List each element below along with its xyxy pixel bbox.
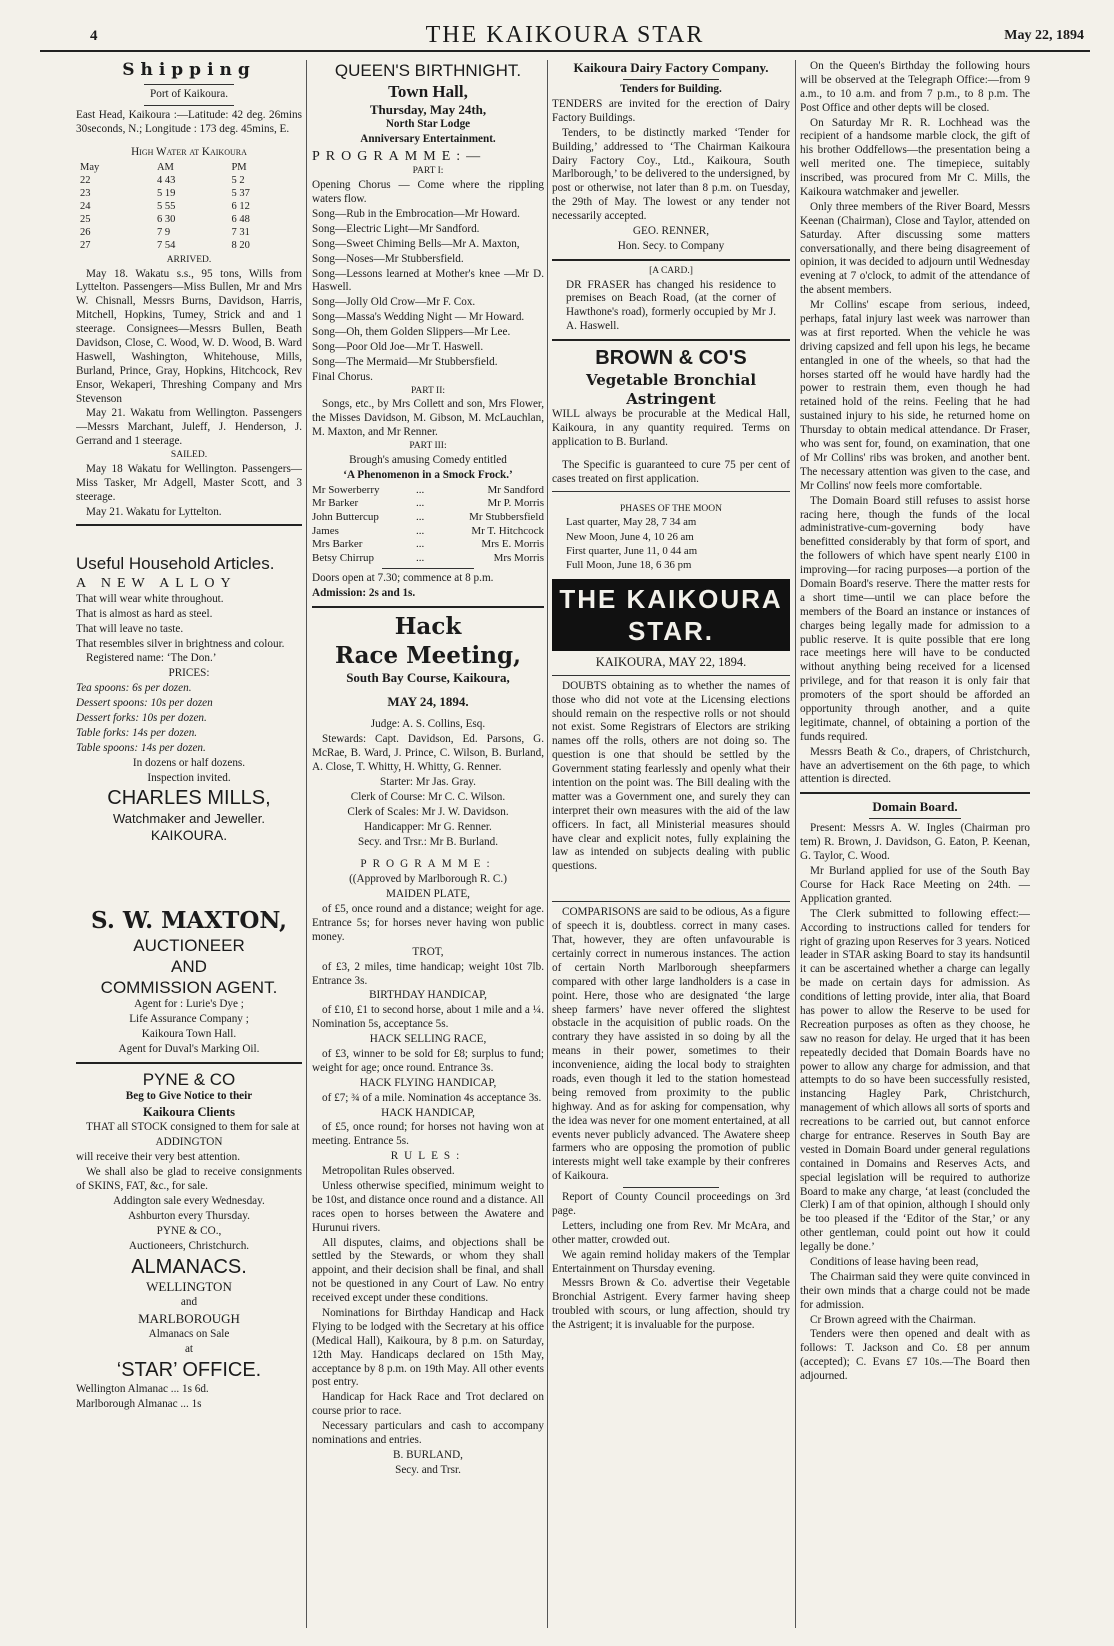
race-course: South Bay Course, Kaikoura,: [346, 670, 510, 686]
almanacs-heading: ALMANACS.: [131, 1255, 247, 1278]
domain-list: [800, 822, 1030, 1384]
advertiser-trade: Watchmaker and Jeweller.: [113, 811, 265, 827]
race-rule: Handicap for Hack Race and Trot declared on course prior to race.: [312, 1391, 544, 1418]
domain-paragraph: Tenders were then opened and dealt with as follows: T. Jackson and Co. £8 per annum (accepted); C. Evans £7 10s.—The Board then adjourned.: [800, 1328, 1030, 1383]
birthnight-heading: QUEEN'S BIRTHNIGHT.: [334, 61, 522, 80]
arrival-entry: May 18. Wakatu s.s., 95 tons, Wills from Lyttelton. Passengers—Miss Bullen, Mr and Mrs W. Chisnall, Messrs Burns, Davidson, Harris, Mitchell, Hopkins, Tumey, Strick and and 1 steerage. Consignees—Messrs Bullen, Beath Davidson, Close, C. Wood, W. D. Wood, B. Ward Haswell, Washington, Whitehouse, Mills, Burland, Prince, Gray, Hopkins, Hitchcock, Rev Ensor, Wekaperi, Threshing Company and Mrs Stevenson: [76, 267, 302, 405]
dairy-heading: Kaikoura Dairy Factory Company.: [573, 60, 769, 75]
part-heading: PART I:: [412, 166, 444, 177]
cast-row: [312, 538, 544, 552]
tide-row: [76, 187, 302, 200]
programme-item: Song—Massa's Wedding Night — Mr Howard.: [312, 311, 525, 324]
newspaper-title: THE KAIKOURA STAR: [425, 22, 705, 48]
programme-item: Song—Rub in the Embrocation—Mr Howard.: [312, 207, 520, 220]
race-date: MAY 24, 1894.: [387, 694, 469, 710]
race-event-name: HACK FLYING HANDICAP,: [359, 1076, 497, 1089]
lodge-line: North Star Lodge: [385, 118, 471, 131]
domain-paragraph: Present: Messrs A. W. Ingles (Chairman pro tem) R. Brown, J. Davidson, G. Eaton, P. Keenan, G. Taylor, C. Wood.: [800, 822, 1030, 863]
cast-row: [312, 525, 544, 539]
race-event-name: TROT,: [412, 945, 444, 958]
race-event-text: of £7; ¾ of a mile. Nomination 4s acceptance 3s.: [322, 1091, 542, 1104]
comedy-line: Brough's amusing Comedy entitled: [349, 453, 507, 466]
tide-header: AM: [156, 161, 174, 173]
tide-row: [76, 213, 302, 226]
cast-role: John Buttercup: [312, 510, 379, 523]
news-paragraph: The Domain Board still refuses to assist horse racing here, though the funds of the local administrative-cum-governing body have benefitted considerably by that form of sport, and the followers of which have spent nearly £100 in improving—for racing purposes—a portion of the Domain Board's reserve. There the matter rests for a short time—until we can place before the members of the Board an instance or instances of charges being legally made for admission to a public reserve. It is quite possible that ere long race meetings here will have to be conducted without anything being received for a licensed privilege, and for that reason it is only fair that promoters of the sport should be afforded an opportunity through another, and a quite legitimate, channel, of obtaining a portion of the funds required.: [800, 494, 1030, 743]
moon-phase: Full Moon, June 18, 6 36 pm: [566, 559, 692, 572]
maxton-line: AND: [171, 957, 207, 977]
arrival-entry: May 21. Wakatu from Wellington. Passengers—Messrs Marchant, Juleff, J. Henderson, J. Gerrand and 1 steerage.: [76, 407, 302, 448]
tide-row: [76, 226, 302, 239]
tide-cell: 24: [80, 200, 91, 212]
news-paragraph: On Saturday Mr R. R. Lochhead was the recipient of a handsome marble clock, the gift of his brother Oddfellows—the presentation being a well merited one. The timepiece, suitably inscribed, was procured from Mr C. Mills, the Kaikoura watchmaker and jeweller.: [800, 116, 1030, 199]
port-heading: Port of Kaikoura.: [150, 88, 228, 101]
race-official: Handicapper: Mr G. Renner.: [364, 820, 492, 833]
maxton-name: S. W. MAXTON,: [91, 906, 287, 934]
comedy-title: ‘A Phenomenon in a Smock Frock.’: [343, 468, 513, 481]
domain-paragraph: The Clerk submitted to following effect:—According to instructions called for tenders for right of grazing upon Reserves for 3 years. Noticed leader in STAR asking Board to stay its handsuntil it can be ascertained whether a charge can legally be made on certain days for admission. As conditions of letting provide, inter alia, that Board has power to allow the Reserve to be used for Recreation purposes as often as they choose, he saw no reason for delay. He urged that it has been repeatedly decided that Domain Boards have no power to allow any charge for admission, and that attempts to do so have been successfully resisted, instancing Hagley Park, Christchurch, management of which allows all sorts of sports and recreations to be carried out, but cannot enforce charge for entrance. Reserves in South Bay are vested in Domain Board under general regulations contained in Domains and Reserves Acts, and special legislation will be required to authorize Board to make any charge, ‘at least (concluded the Clerk) I am of that opinion, although I should only be too pleased if the ‘Editor of the Star,’ or any other gentleman, could point out how it could legally be done.’: [800, 907, 1030, 1254]
race-rule: Unless otherwise specified, minimum weight to be 10st, and distance once round and a distance. All races open to horses between the Awatere and Hurunui rivers.: [312, 1180, 544, 1234]
programme-item: Opening Chorus — Come where the rippling waters flow.: [312, 179, 544, 206]
editorial-paragraph: COMPARISONS are said to be odious, As a figure of speech it is, doubtless. correct in many cases. That, however, they are often unfavourable is certainly correct in numerous instances. The action of certain North Marlborough sheepfarmers compared with other large landholders is a case in point. Here, those who are designated ‘the large sheep farmers’ have never offered the slightest obstacle in the acquisition of public roads. On the contrary they have assisted in so doing by all the means in their power, sometimes to their inconvenience, aiding the local body to straighten roads, even though it led to the station homestead being removed from proximity to the public highway. And as for asking for compensation, why the idea was never for one moment entertained, at all events never publicly advanced. The Awatere sheep farmers who are opposing the promotion of public interests might well take example by their confreres of Kaikoura.: [552, 906, 790, 1183]
tide-cell: 5 55: [156, 200, 176, 212]
tide-header: May: [80, 161, 100, 173]
cast-role: Mr Sowerberry: [312, 483, 380, 496]
tide-cell: 5 19: [156, 187, 176, 199]
pyne-body: will receive their very best attention.: [76, 1151, 241, 1164]
domain-paragraph: The Chairman said they were quite convinced in their own minds that a charge could not be made for admission.: [800, 1270, 1030, 1311]
dairy-body: Tenders, to be distinctly marked ‘Tender for Building,’ addressed to ‘The Chairman Kaikoura Dairy Factory Coy., Ltd., Kaikoura, South Marlborough,’ to be delivered to the undersigned, by post or otherwise, not later than 8 p.m. on Tuesday, the 29th of May. The lowest or any tender not necessarily accepted.: [552, 126, 790, 223]
inspection-note: Inspection invited.: [147, 771, 231, 784]
race-rule: All disputes, claims, and objections shall be settled by the Stewards, or whom they shall appoint, and their decision shall be final, and shall not be questioned in any Court of Law. No entry received except under these conditions.: [312, 1236, 544, 1305]
editorial-note: Report of County Council proceedings on 3rd page.: [552, 1191, 790, 1217]
tide-title: High Water at Kaikoura: [131, 145, 247, 158]
cast-dots: ...: [415, 551, 425, 564]
sailing-entry: May 21. Wakatu for Lyttelton.: [86, 505, 222, 518]
race-rule: Necessary particulars and cash to accompany nominations and entries.: [312, 1420, 544, 1447]
town-hall: Town Hall,: [388, 82, 468, 102]
tide-cell: 5 37: [231, 187, 250, 199]
race-approved: ((Approved by Marlborough R. C.): [349, 873, 507, 886]
almanac-price: Marlborough Almanac ... 1s: [76, 1397, 202, 1410]
advertiser-name: CHARLES MILLS,: [107, 787, 271, 810]
cast-role: Betsy Chirrup: [312, 551, 375, 564]
programme-item: Song—Sweet Chiming Bells—Mr A. Maxton,: [312, 237, 520, 250]
news-paragraph: Only three members of the River Board, Messrs Keenan (Chairman), Close and Taylor, attended on Saturday. After discussing some matters conversationally, and there being disagreement of opinion, it was decided to adjourn until Wednesday evening at 7 o'clock, to admit of the attendance of the absent members.: [800, 200, 1030, 297]
shipping-heading: Shipping: [122, 60, 256, 80]
pyne-line: Kaikoura Clients: [142, 1104, 236, 1119]
cast-dots: ...: [415, 524, 425, 537]
programme-item: Song—Lessons learned at Mother's knee —Mr D. Haswell.: [312, 267, 544, 294]
maxton-agent: Agent for : Lurie's Dye ;: [134, 998, 244, 1011]
maxton-agent: Life Assurance Company ;: [129, 1013, 249, 1026]
tide-table: [76, 161, 302, 252]
programme-item: Song—Noses—Mr Stubbersfield.: [312, 252, 464, 265]
tide-cell: 27: [80, 239, 91, 251]
moon-phase: New Moon, June 4, 10 26 am: [566, 530, 694, 543]
news-paragraph: Messrs Beath & Co., drapers, of Christchurch, have an advertisement on the 6th page, to which attention is directed.: [800, 745, 1030, 786]
pyne-name: PYNE & CO: [142, 1070, 236, 1090]
editorial-note: Letters, including one from Rev. Mr McAra, and other matter, crowded out.: [552, 1219, 790, 1246]
registered-name: Registered name: ‘The Don.’: [86, 652, 217, 665]
race-event-name: HACK HANDICAP,: [381, 1106, 475, 1119]
cast-actor: Mr T. Hitchcock: [471, 524, 544, 537]
issue-date: May 22, 1894: [1004, 28, 1084, 43]
price-line: Tea spoons: 6s per dozen.: [76, 682, 192, 695]
domain-paragraph: Cr Brown agreed with the Chairman.: [810, 1313, 976, 1326]
pyne-sign: PYNE & CO.,: [156, 1224, 222, 1237]
almanac-line: at: [184, 1343, 194, 1356]
programme-item: Song—Poor Old Joe—Mr T. Haswell.: [312, 340, 484, 353]
tide-row: [76, 239, 302, 252]
cast-role: Mr Barker: [312, 497, 359, 510]
tide-cell: 6 12: [231, 200, 250, 212]
race-programme: PROGRAMME:: [360, 858, 496, 871]
arrived-heading: ARRIVED.: [166, 254, 212, 265]
cast-row: [312, 497, 544, 511]
almanac-price: Wellington Almanac ... 1s 6d.: [76, 1382, 209, 1395]
price-line: Dessert forks: 10s per dozen.: [76, 711, 207, 724]
race-rule: Metropolitan Rules observed.: [322, 1165, 455, 1178]
brown-heading: BROWN & CO'S: [595, 347, 747, 370]
programme-item: Song—The Mermaid—Mr Stubbersfield.: [312, 355, 498, 368]
pyne-body: THAT all STOCK consigned to them for sale at: [86, 1121, 300, 1134]
race-official: Judge: A. S. Collins, Esq.: [370, 718, 486, 731]
column-1: [76, 60, 302, 1628]
moon-heading: PHASES OF THE MOON: [620, 503, 722, 514]
dairy-body: TENDERS are invited for the erection of Dairy Factory Buildings.: [552, 98, 790, 124]
pyne-sign: Auctioneers, Christchurch.: [128, 1239, 250, 1252]
almanac-line: MARLBOROUGH: [138, 1311, 240, 1327]
tide-header: PM: [231, 161, 247, 173]
race-event-text: of £5, once round and a distance; weight for age. Entrance 5s; for horses never having won public money.: [312, 903, 544, 943]
cast-table: [312, 484, 544, 566]
cast-dots: ...: [415, 483, 425, 496]
moon-phase: First quarter, June 11, 0 44 am: [566, 545, 698, 558]
race-hack: Hack: [394, 613, 462, 641]
programme-item: Song—Oh, them Golden Slippers—Mr Lee.: [312, 326, 511, 339]
tide-cell: 4 43: [156, 174, 176, 186]
editorial-paragraph: DOUBTS obtaining as to whether the names of those who did not vote at the Licensing elections should remain on the respective rolls or not should not exist. Some Registrars of Electors are striking names off the rolls, others are not doing so. The question is one that should be settled by the Government stating fearlessly and openly what their intention on the point was. The Bill dealing with the matter was a Government one, and surely they can interpret their own measures with the aid of the law officers. In fact, all Ministerial measures should have clear and explicit notes, fully explaining the law as intended on subjects dealing with public questions.: [552, 679, 790, 873]
cast-actor: Mrs E. Morris: [481, 538, 544, 551]
race-event-text: of £3, 2 miles, time handicap; weight 10st 7lb. Entrance 3s.: [312, 960, 544, 987]
birthnight-date: Thursday, May 24th,: [369, 102, 487, 118]
race-sign: Secy. and Trsr.: [395, 1463, 461, 1476]
domain-heading: Domain Board.: [872, 799, 958, 815]
editorial-note: Messrs Brown & Co. advertise their Vegetable Bronchial Astrigent. Every farmer having sheep troubled with scours, or lung affection, should try the Astrigent; it is invaluable for the purpose.: [552, 1277, 790, 1332]
column-4: [800, 60, 1030, 1628]
tide-row: [76, 200, 302, 213]
sailing-entry: May 18 Wakatu for Wellington. Passengers—Miss Tasker, Mr Adgell, Master Scott, and 3 steerage.: [76, 462, 302, 503]
almanac-line: WELLINGTON: [146, 1279, 232, 1295]
price-line: Table forks: 14s per dozen.: [76, 726, 198, 739]
lodge-line: Anniversary Entertainment.: [360, 133, 496, 146]
tide-row: [76, 174, 302, 187]
port-position: East Head, Kaikoura :—Latitude: 42 deg. 26mins 30seconds, N.; Longitude : 173 deg. 45mins, E.: [76, 108, 302, 135]
programme-heading: PROGRAMME:—: [312, 149, 487, 165]
race-rule: Nominations for Birthday Handicap and Hack Flying to be lodged with the Secretary at his office (Medical Hall), Kaikoura, by 8 p.m. on Saturday, 12th May. Handicaps declared on 15th May, acceptance by 8 p.m. on 19th May. All other events post entry.: [312, 1307, 544, 1389]
editorial-masthead: THE KAIKOURA STAR.: [552, 579, 790, 651]
tide-cell: 7 9: [156, 226, 171, 238]
tide-cell: 25: [80, 213, 91, 225]
price-line: Dessert spoons: 10s per dozen: [76, 697, 213, 710]
doors-note: Doors open at 7.30; commence at 8 p.m.: [312, 572, 494, 585]
star-office: ‘STAR’ OFFICE.: [116, 1359, 262, 1382]
cast-role: James: [312, 524, 339, 537]
tide-cell: 6 30: [156, 213, 176, 225]
tide-cell: 22: [80, 174, 91, 186]
dairy-sub: Tenders for Building.: [620, 83, 722, 96]
programme-item: Final Chorus.: [312, 370, 373, 383]
column-3: [552, 60, 790, 1628]
editorial-dateline: KAIKOURA, MAY 22, 1894.: [595, 655, 747, 670]
maxton-agent: Agent for Duval's Marking Oil.: [118, 1043, 260, 1056]
tide-cell: 8 20: [231, 239, 250, 251]
cast-dots: ...: [415, 510, 425, 523]
part-1-list: [312, 179, 544, 384]
race-official: Clerk of Scales: Mr J. W. Davidson.: [347, 805, 509, 818]
pyne-body: We shall also be glad to receive consignments of SKINS, FAT, &c., for sale.: [76, 1166, 302, 1193]
maxton-line: AUCTIONEER: [133, 936, 245, 956]
brown-body: The Specific is guaranteed to cure 75 per cent of cases treated on first application.: [552, 458, 790, 485]
domain-paragraph: Conditions of lease having been read,: [810, 1256, 979, 1269]
card-body: DR FRASER has changed his residence to premises on Beach Road, (at the corner of Hawthone's road), formerly occupied by Mr J. A. Haswell.: [566, 278, 776, 333]
brown-body: WILL always be procurable at the Medical Hall, Kaikoura, in any quantity required. Terms on application to B. Burland.: [552, 408, 790, 448]
dozens-note: In dozens or half dozens.: [132, 756, 246, 769]
column-2: [312, 60, 544, 1628]
pyne-body: Ashburton every Thursday.: [128, 1209, 250, 1222]
events-list: [312, 888, 544, 1149]
alloy-line: That is almost as hard as steel.: [76, 607, 213, 620]
prices-heading: PRICES:: [168, 667, 210, 680]
cast-row: [312, 484, 544, 498]
programme-item: Song—Electric Light—Mr Sandford.: [312, 222, 480, 235]
dairy-sign: GEO. RENNER,: [632, 225, 710, 238]
alloy-line: That will leave no taste.: [76, 622, 184, 635]
maxton-line: COMMISSION AGENT.: [100, 978, 278, 998]
editorial-note: We again remind holiday makers of the Templar Entertainment on Thursday evening.: [552, 1248, 790, 1275]
maxton-agent: Kaikoura Town Hall.: [141, 1028, 237, 1041]
race-official: Clerk of Course: Mr C. C. Wilson.: [350, 790, 506, 803]
race-event-name: HACK SELLING RACE,: [369, 1033, 487, 1046]
tide-cell: 23: [80, 187, 91, 199]
advertiser-town: KAIKOURA.: [150, 827, 228, 844]
domain-paragraph: Mr Burland applied for use of the South Bay Course for Hack Race Meeting on 24th. — Application granted.: [800, 865, 1030, 905]
race-sign: B. BURLAND,: [393, 1448, 463, 1461]
race-meeting: Race Meeting,: [334, 641, 522, 669]
tide-cell: 6 48: [231, 213, 250, 225]
rules-heading: RULES:: [390, 1150, 466, 1163]
part-heading: PART III:: [409, 441, 447, 452]
alloy-line: That resembles silver in brightness and colour.: [76, 637, 285, 650]
almanac-line: Almanacs on Sale: [148, 1328, 230, 1341]
cast-actor: Mr Stubbersfield: [469, 510, 544, 523]
cast-dots: ...: [415, 497, 425, 510]
race-event-text: of £10, £1 to second horse, about 1 mile and a ¼. Nomination 5s, acceptance 5s.: [312, 1004, 544, 1031]
race-event-text: of £5, once round; for horses not having won at meeting. Entrance 5s.: [312, 1121, 544, 1148]
cast-dots: ...: [415, 538, 425, 551]
tide-cell: 7 31: [231, 226, 250, 238]
news-list: [800, 60, 1030, 787]
race-official: Starter: Mr Jas. Gray.: [380, 775, 476, 788]
cast-role: Mrs Barker: [312, 538, 363, 551]
news-paragraph: On the Queen's Birthday the following hours will be observed at the Telegraph Office:—from 9 a.m., to 10 a.m. and from 7 p.m., to 8 p.m. The Post Office and other depts will be closed.: [800, 60, 1030, 114]
dairy-sign: Hon. Secy. to Company: [617, 239, 725, 252]
pyne-line: Beg to Give Notice to their: [125, 1090, 253, 1103]
sailed-heading: SAILED.: [170, 450, 208, 461]
tide-cell: 26: [80, 226, 91, 238]
admission-note: Admission: 2s and 1s.: [312, 587, 416, 600]
race-stewards: Stewards: Capt. Davidson, Ed. Parsons, G. McRae, B. Ward, J. Prince, C. Wilson, B. Burland, A. Close, T. Whitty, H. Whitty, G. Renner.: [312, 733, 544, 774]
cast-row: [312, 552, 544, 566]
race-official: Secy. and Trsr.: Mr B. Burland.: [357, 835, 499, 848]
cast-actor: Mrs Morris: [493, 551, 544, 564]
rules-list: [312, 1165, 544, 1448]
almanac-line: and: [180, 1296, 198, 1309]
race-event-name: BIRTHDAY HANDICAP,: [369, 989, 487, 1002]
household-heading: Useful Household Articles.: [76, 554, 275, 574]
race-event-text: of £3, winner to be sold for £8; surplus to fund; weight for age; once round. Entrance 3s.: [312, 1048, 544, 1074]
moon-phase: Last quarter, May 28, 7 34 am: [566, 516, 697, 529]
part-2-text: Songs, etc., by Mrs Collett and son, Mrs Flower, the Misses Davidson, M. Gibson, M. McLauchlan, M. Maxton, and Mr Renner.: [312, 398, 544, 439]
race-event-name: MAIDEN PLATE,: [386, 888, 470, 901]
programme-item: Song—Jolly Old Crow—Mr F. Cox.: [312, 296, 476, 309]
cast-actor: Mr Sandford: [487, 483, 544, 496]
pyne-place: ADDINGTON: [155, 1136, 223, 1149]
card-heading: [A CARD.]: [649, 265, 693, 276]
page-number: 4: [90, 28, 98, 44]
cast-actor: Mr P. Morris: [487, 497, 544, 510]
new-alloy: A NEW ALLOY: [76, 575, 237, 591]
alloy-line: That will wear white throughout.: [76, 592, 224, 605]
page-masthead: [40, 22, 1090, 52]
pyne-body: Addington sale every Wednesday.: [113, 1194, 265, 1207]
tide-cell: 5 2: [231, 174, 245, 186]
news-paragraph: Mr Collins' escape from serious, indeed, perhaps, fatal injury last week was narrower than was at first reported. When the vehicle he was driving capsized and fell upon his legs, he became entangled in one of the wheels, so that had the horses started off he would have hardly had the power to restrain them, even though he had retained hold of the reins. Feeling that he had sustained injury to his side, he returned home on Thursday to obtain medical attendance. Dr Fraser, who was sent for, found, on examination, that one of Mr Collins' ribs was broken, and another bent. The necessary attention was given to the case, and Mr Collins' now feels more comfortable.: [800, 299, 1030, 492]
part-heading: PART II:: [410, 385, 445, 396]
brown-sub: Vegetable Bronchial Astringent: [585, 370, 757, 408]
tide-cell: 7 54: [156, 239, 176, 251]
cast-row: [312, 511, 544, 525]
price-line: Table spoons: 14s per dozen.: [76, 741, 206, 754]
